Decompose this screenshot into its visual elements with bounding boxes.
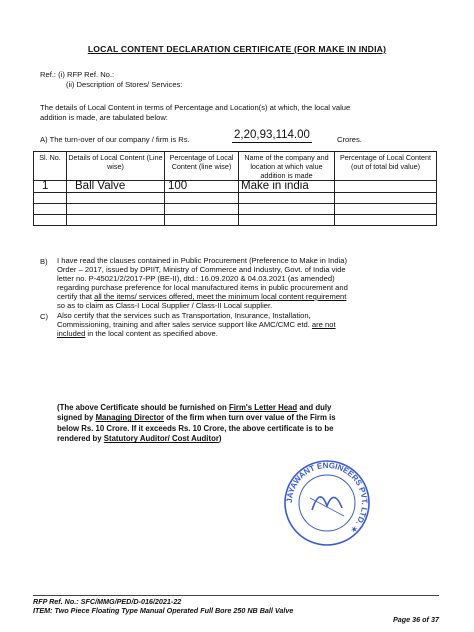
clause-b-line-1: I have read the clauses contained in Public Procurement (Preference to Make in India) bbox=[57, 256, 347, 265]
certificate-title: LOCAL CONTENT DECLARATION CERTIFICATE (FOR MAKE IN INDIA) bbox=[87, 44, 387, 54]
clause-b-line-5 bbox=[57, 292, 346, 301]
table-row bbox=[34, 193, 437, 204]
cell-location bbox=[239, 193, 335, 204]
footer-item: ITEM: Two Piece Floating Type Manual Operated Full Bore 250 NB Ball Valve bbox=[33, 606, 294, 615]
header-company-location: Name of the company and location at which value addition is made bbox=[239, 152, 335, 181]
cell-total bbox=[335, 215, 437, 226]
cell-details bbox=[67, 193, 165, 204]
clause-c-underlined-included: included bbox=[57, 329, 86, 338]
cell-total bbox=[335, 181, 437, 193]
clause-c-line-1: Also certify that the services such as Transportation, Insurance, Installation, bbox=[57, 311, 311, 320]
stamp-inner-ring bbox=[299, 475, 355, 531]
footer-rfp-ref: RFP Ref. No.: SFC/MMG/PED/D-016/2021-22 bbox=[33, 597, 182, 606]
stamp-arc-text: JAYAWANT ENGINEERS PVT. LTD. ✶ bbox=[284, 460, 370, 535]
certificate-note bbox=[57, 403, 441, 445]
cell-details bbox=[67, 215, 165, 226]
clause-c-label: C) bbox=[40, 312, 49, 321]
note-line-2 bbox=[57, 413, 441, 423]
clause-c-underlined-are-not: are not bbox=[311, 320, 336, 329]
rfp-ref-line: Ref.: (i) RFP Ref. No.: bbox=[40, 70, 115, 79]
turnover-suffix: Crores. bbox=[337, 135, 362, 144]
header-details: Details of Local Content (Line wise) bbox=[67, 152, 165, 181]
note-text: and duly bbox=[297, 403, 332, 412]
clause-b-line-6: so as to claim as Class-I Local Supplier / Class-II Local supplier. bbox=[57, 301, 273, 310]
clause-b-label: B) bbox=[40, 257, 48, 266]
clause-b-line-5-start: certify that bbox=[57, 292, 95, 301]
header-percentage-line: Percentage of Local Content (line wise) bbox=[165, 152, 239, 181]
clause-c-line-2 bbox=[57, 320, 336, 329]
note-line-3: below Rs. 10 Crore. If it exceeds Rs. 10 Crore, the above certificate is to be bbox=[57, 423, 334, 433]
clause-c-line-2-start: Commissioning, training and after sales service support like AMC/CMC etd. bbox=[57, 320, 312, 329]
cell-sl bbox=[34, 215, 67, 226]
cell-details bbox=[67, 204, 165, 215]
stores-description-line: (ii) Description of Stores/ Services: bbox=[66, 80, 183, 89]
clause-b-underlined-text: all the items/ services offered, meet the minimum local content requirement bbox=[94, 292, 347, 301]
cell-details: Ball Valve bbox=[67, 181, 165, 193]
note-text: of the firm when turn over value of the Firm is bbox=[164, 413, 336, 423]
note-letter-head: Firm's Letter Head bbox=[229, 403, 298, 412]
footer-divider bbox=[33, 595, 439, 596]
note-managing-director: Managing Director bbox=[95, 413, 165, 423]
note-text: ) bbox=[218, 434, 222, 444]
table-row bbox=[34, 215, 437, 226]
footer-block bbox=[33, 597, 293, 615]
turnover-prefix: A) The turn-over of our company / firm is Rs. bbox=[40, 135, 190, 144]
cell-location: Make in india bbox=[239, 181, 335, 193]
clause-c-line-3 bbox=[57, 329, 218, 338]
cell-percentage bbox=[165, 215, 239, 226]
cell-total bbox=[335, 193, 437, 204]
cell-percentage bbox=[165, 193, 239, 204]
turnover-amount: 2,20,93,114.00 bbox=[234, 129, 310, 141]
cell-location bbox=[239, 204, 335, 215]
clause-b-line-3: letter no. P-45021/2/2017-PP (BE-II), dtd.: 16.09.2020 & 04.03.2021 (as amended) bbox=[57, 274, 335, 283]
clause-c-line-3-end: in the local content as specified above. bbox=[85, 329, 218, 338]
company-stamp bbox=[282, 458, 372, 548]
intro-text-line-2: addition is made, are tabulated below: bbox=[40, 113, 168, 122]
cell-sl: 1 bbox=[34, 181, 67, 193]
local-content-table bbox=[33, 151, 437, 226]
note-text: rendered by bbox=[57, 434, 104, 444]
note-text: (The above Certificate should be furnished on bbox=[57, 403, 229, 412]
note-text: signed by bbox=[57, 413, 96, 423]
cell-total bbox=[335, 204, 437, 215]
cell-percentage bbox=[165, 204, 239, 215]
header-sl-no: Sl. No. bbox=[34, 152, 67, 181]
stamp-signature-mark bbox=[312, 497, 342, 510]
cell-percentage: 100 bbox=[165, 181, 239, 193]
cell-sl bbox=[34, 204, 67, 215]
note-line-1 bbox=[57, 403, 441, 413]
note-line-4 bbox=[57, 434, 441, 444]
cell-location bbox=[239, 215, 335, 226]
page-number: Page 36 of 37 bbox=[393, 615, 439, 624]
cell-sl bbox=[34, 193, 67, 204]
intro-text-line-1: The details of Local Content in terms of Percentage and Location(s) at which, the local value bbox=[40, 103, 351, 112]
header-percentage-total: Percentage of Local Content (out of total bid value) bbox=[335, 152, 437, 181]
table-header-row bbox=[34, 152, 437, 181]
clause-b-line-4: regarding purchase preference for local manufactured items in public procurement and bbox=[57, 283, 348, 292]
clause-b-line-2: Order – 2017, issued by DPIIT, Ministry of Commerce and Industry, Govt. of India vide bbox=[57, 265, 346, 274]
table-row bbox=[34, 204, 437, 215]
table-row bbox=[34, 181, 437, 193]
note-auditor: Statutory Auditor/ Cost Auditor bbox=[103, 434, 219, 444]
